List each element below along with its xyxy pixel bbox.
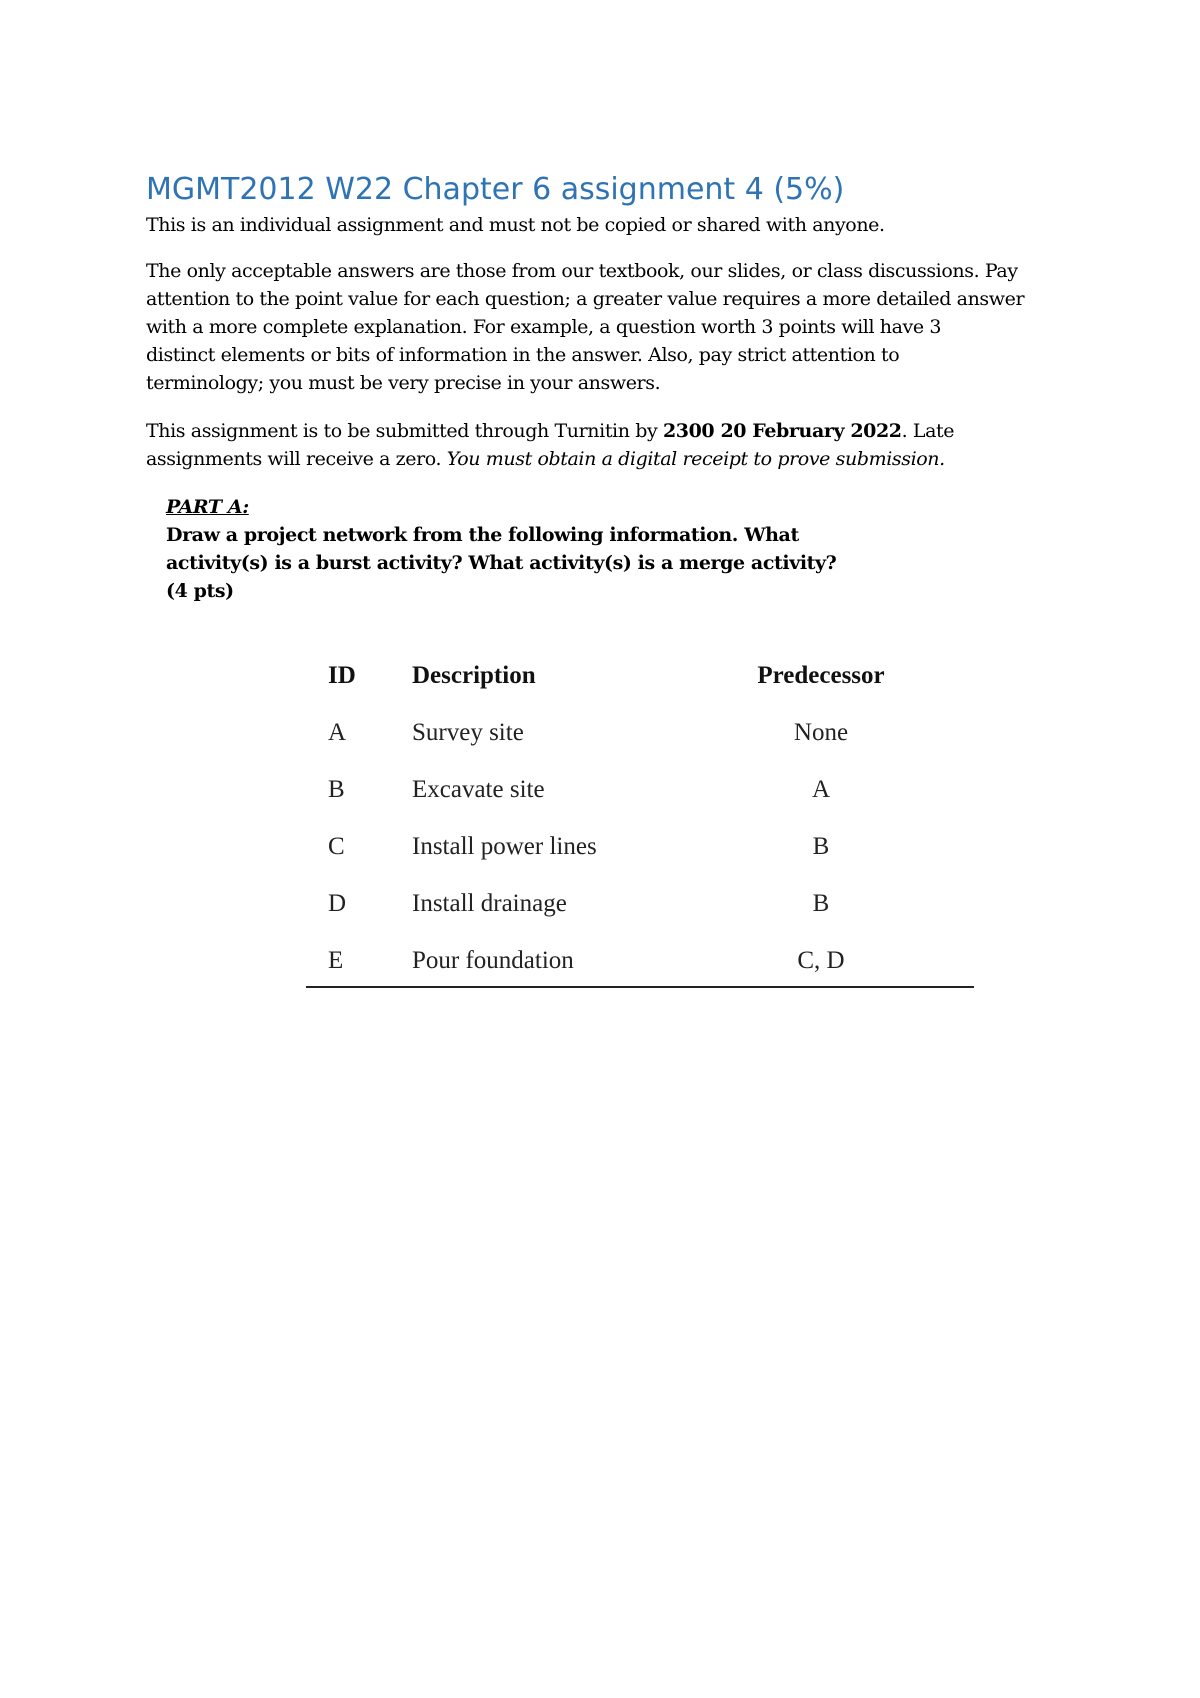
submission-line-2 <box>146 445 1076 473</box>
part-a-label: PART A: <box>166 496 249 518</box>
cell-predecessor: C, D <box>797 947 845 974</box>
submission-deadline: 2300 20 February 2022 <box>662 420 902 442</box>
instructions-line: with a more complete explanation. For example, a question worth 3 points will have 3 <box>146 316 942 338</box>
instructions-line: attention to the point value for each question; a greater value requires a more detailed answer <box>146 288 1025 310</box>
instructions-line: distinct elements or bits of information in the answer. Also, pay strict attention to <box>146 344 900 366</box>
cell-predecessor: A <box>811 776 831 803</box>
table-row <box>306 764 974 821</box>
activity-table <box>306 650 974 992</box>
header-id: ID <box>328 662 356 689</box>
table-bottom-rule <box>306 986 974 988</box>
table-row <box>306 707 974 764</box>
cell-description: Pour foundation <box>412 947 574 974</box>
submission-zero-text: assignments will receive a zero. <box>146 448 447 470</box>
table-header-row <box>306 650 974 707</box>
cell-description: Install drainage <box>412 890 567 917</box>
part-a-section <box>166 493 966 605</box>
cell-description: Excavate site <box>412 776 545 803</box>
submission-paragraph <box>146 417 1076 473</box>
cell-id: A <box>328 719 347 746</box>
submission-late-text: . Late <box>901 420 955 442</box>
table-row <box>306 935 974 992</box>
header-description: Description <box>412 662 536 689</box>
table-row <box>306 878 974 935</box>
cell-predecessor: B <box>812 833 830 860</box>
submission-receipt-note: You must obtain a digital receipt to prove submission. <box>446 448 945 470</box>
submission-text: This assignment is to be submitted through Turnitin by <box>146 420 663 442</box>
cell-id: C <box>328 833 345 860</box>
submission-line-1 <box>146 417 1076 445</box>
instructions-paragraph <box>146 257 1076 397</box>
document-title: MGMT2012 W22 Chapter 6 assignment 4 (5%) <box>146 172 845 207</box>
header-predecessor: Predecessor <box>757 662 885 689</box>
cell-predecessor: B <box>812 890 830 917</box>
cell-id: D <box>328 890 347 917</box>
cell-predecessor: None <box>793 719 849 746</box>
cell-id: E <box>328 947 344 974</box>
intro-paragraph: This is an individual assignment and must not be copied or shared with anyone. <box>146 214 885 236</box>
cell-description: Survey site <box>412 719 524 746</box>
part-a-question-line: (4 pts) <box>166 580 234 602</box>
part-a-question-line: activity(s) is a burst activity? What activity(s) is a merge activity? <box>166 552 837 574</box>
cell-description: Install power lines <box>412 833 597 860</box>
instructions-line: The only acceptable answers are those from our textbook, our slides, or class discussions. Pay <box>146 260 1018 282</box>
table-row <box>306 821 974 878</box>
instructions-line: terminology; you must be very precise in your answers. <box>146 372 661 394</box>
part-a-question-line: Draw a project network from the following information. What <box>166 524 799 546</box>
cell-id: B <box>328 776 345 803</box>
